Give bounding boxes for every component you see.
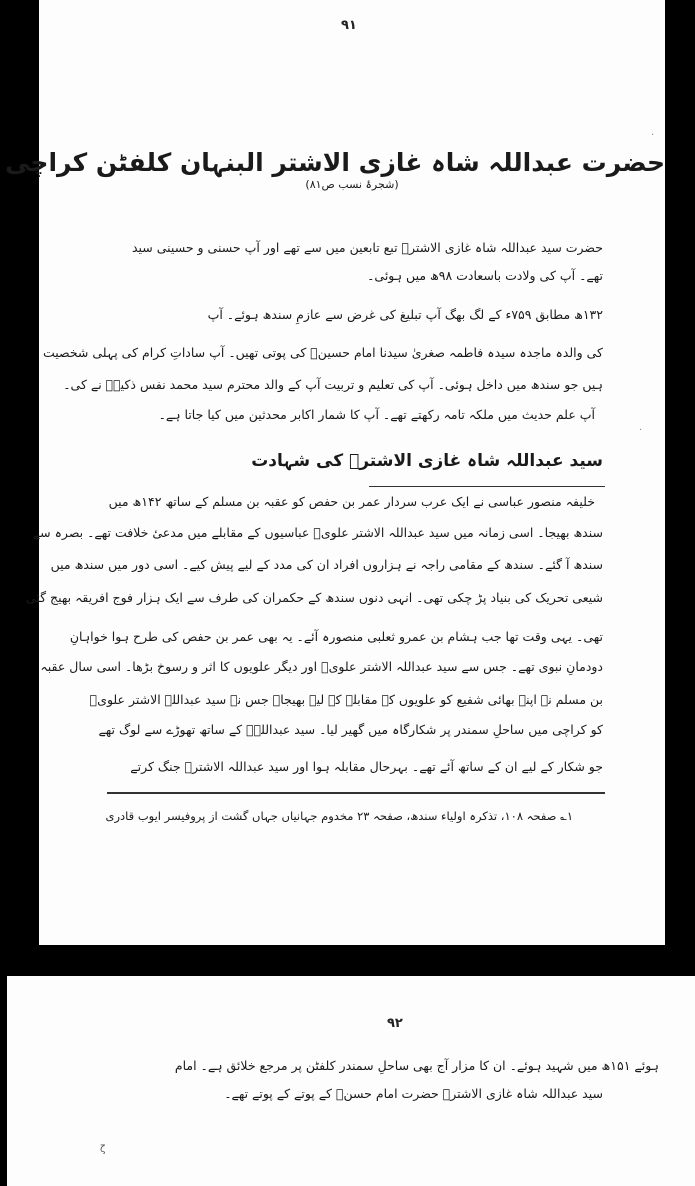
scanned-page-92: [7, 976, 695, 1186]
text-line: خلیفہ منصور عباسی نے ایک عرب سردار عمر بن حفص کو عقبہ بن مسلم کے ساتھ ۱۴۲ھ میں: [108, 494, 595, 509]
text-line: تھی۔ یہی وقت تھا جب ہشام بن عمرو ثعلبی منصورہ آئے۔ یہ بھی عمر بن حفص کی طرح ہوا خواہانِ: [69, 629, 603, 644]
text-line: شیعی تحریک کی بنیاد پڑ چکی تھی۔ انہی دنوں سندھ کے حکمران کی طرف سے ایک ہزار فوج افریقہ بھیج گئی: [25, 590, 603, 605]
section-heading: سید عبداللہ شاہ غازی الاشترؒ کی شہادت: [251, 451, 603, 471]
scanned-page-91: [5, 0, 665, 945]
scan-speck: ζ: [100, 1144, 106, 1155]
text-line: جو شکار کے لیے ان کے ساتھ آئے تھے۔ بہرحال مقابلہ ہوا اور سید عبداللہ الاشترؒ جنگ کرتے: [130, 759, 603, 774]
page-title: حضرت عبداللہ شاہ غازی الاشتر البنہان کلفٹن کراچی: [5, 148, 665, 177]
text-line: سندھ آ گئے۔ سندھ کے مقامی راجہ نے ہزاروں افراد ان کی مدد کے لیے پیش کیے۔ اسی دور میں سندھ میں: [50, 557, 603, 572]
footnote: ۱؎ صفحہ ۱۰۸، تذکرہ اولیاء سندھ، صفحہ ۲۳ مخدوم جہانیاں جہاں گشت از پروفیسر ایوب قادری: [105, 809, 573, 823]
heading-underline: [369, 486, 605, 487]
scan-speck: ·: [639, 425, 643, 436]
footnote-divider: [107, 792, 605, 794]
text-line: ۱۳۲ھ مطابق ۷۵۹ء کے لگ بھگ آپ تبلیغ کی غرض سے عازمِ سندھ ہوئے۔ آپ: [207, 307, 603, 322]
text-line: حضرت سید عبداللہ شاہ غازی الاشترؒ تبع تابعین میں سے تھے اور آپ حسنی و حسینی سید: [131, 240, 603, 255]
text-line: ہوئے ۱۵۱ھ میں شہید ہوئے۔ ان کا مزار آج بھی ساحلِ سمندر کلفٹن پر مرجع خلائق ہے۔ امام: [174, 1058, 659, 1073]
text-line: تھے۔ آپ کی ولادت باسعادت ۹۸ھ میں ہوئی۔: [367, 268, 603, 283]
text-line: دودمانِ نبوی تھے۔ جس سے سید عبداللہ الاشتر علویؒ اور دیگر علویوں کا اثر و رسوخ بڑھا۔ اسی سال عقبہ: [40, 659, 603, 674]
subtitle: (شجرۂ نسب ص۸۱): [305, 178, 399, 191]
text-line: سید عبداللہ شاہ غازی الاشترؒ حضرت امام حسنؓ کے پوتے کے پوتے تھے۔: [224, 1086, 603, 1101]
text-line: ہیں جو سندھ میں داخل ہوئی۔ آپ کی تعلیم و تربیت آپ کے والد محترم سید محمد نفس ذکیہؒ نے کی۔: [63, 377, 603, 392]
text-line: آپ علم حدیث میں ملکہ تامہ رکھتے تھے۔ آپ کا شمار اکابر محدثین میں کیا جاتا ہے۔: [158, 407, 595, 422]
text-line: کی والدہ ماجدہ سیدہ فاطمہ صغریٰ سیدنا امام حسینؓ کی پوتی تھیں۔ آپ ساداتِ کرام کی پہلی شخصیت: [42, 345, 603, 360]
text-line: کو کراچی میں ساحلِ سمندر پر شکارگاہ میں گھیر لیا۔ سید عبداللہؒ کے ساتھ تھوڑے سے لوگ تھے: [98, 722, 603, 737]
text-line: بن مسلم نے اپنے بھائی شفیع کو علویوں کے مقابلہ کے لیے بھیجا۔ جس نے سید عبداللہ الاشتر علویؒ: [89, 692, 603, 707]
page-number: ۹۱: [341, 18, 357, 33]
scan-speck: ·: [651, 130, 655, 141]
text-line: سندھ بھیجا۔ اسی زمانہ میں سید عبداللہ الاشتر علویؒ عباسیوں کے مقابلے میں مدعیٔ خلافت تھے۔ بصرہ سے: [32, 525, 603, 540]
page-number: ۹۲: [387, 1016, 403, 1031]
